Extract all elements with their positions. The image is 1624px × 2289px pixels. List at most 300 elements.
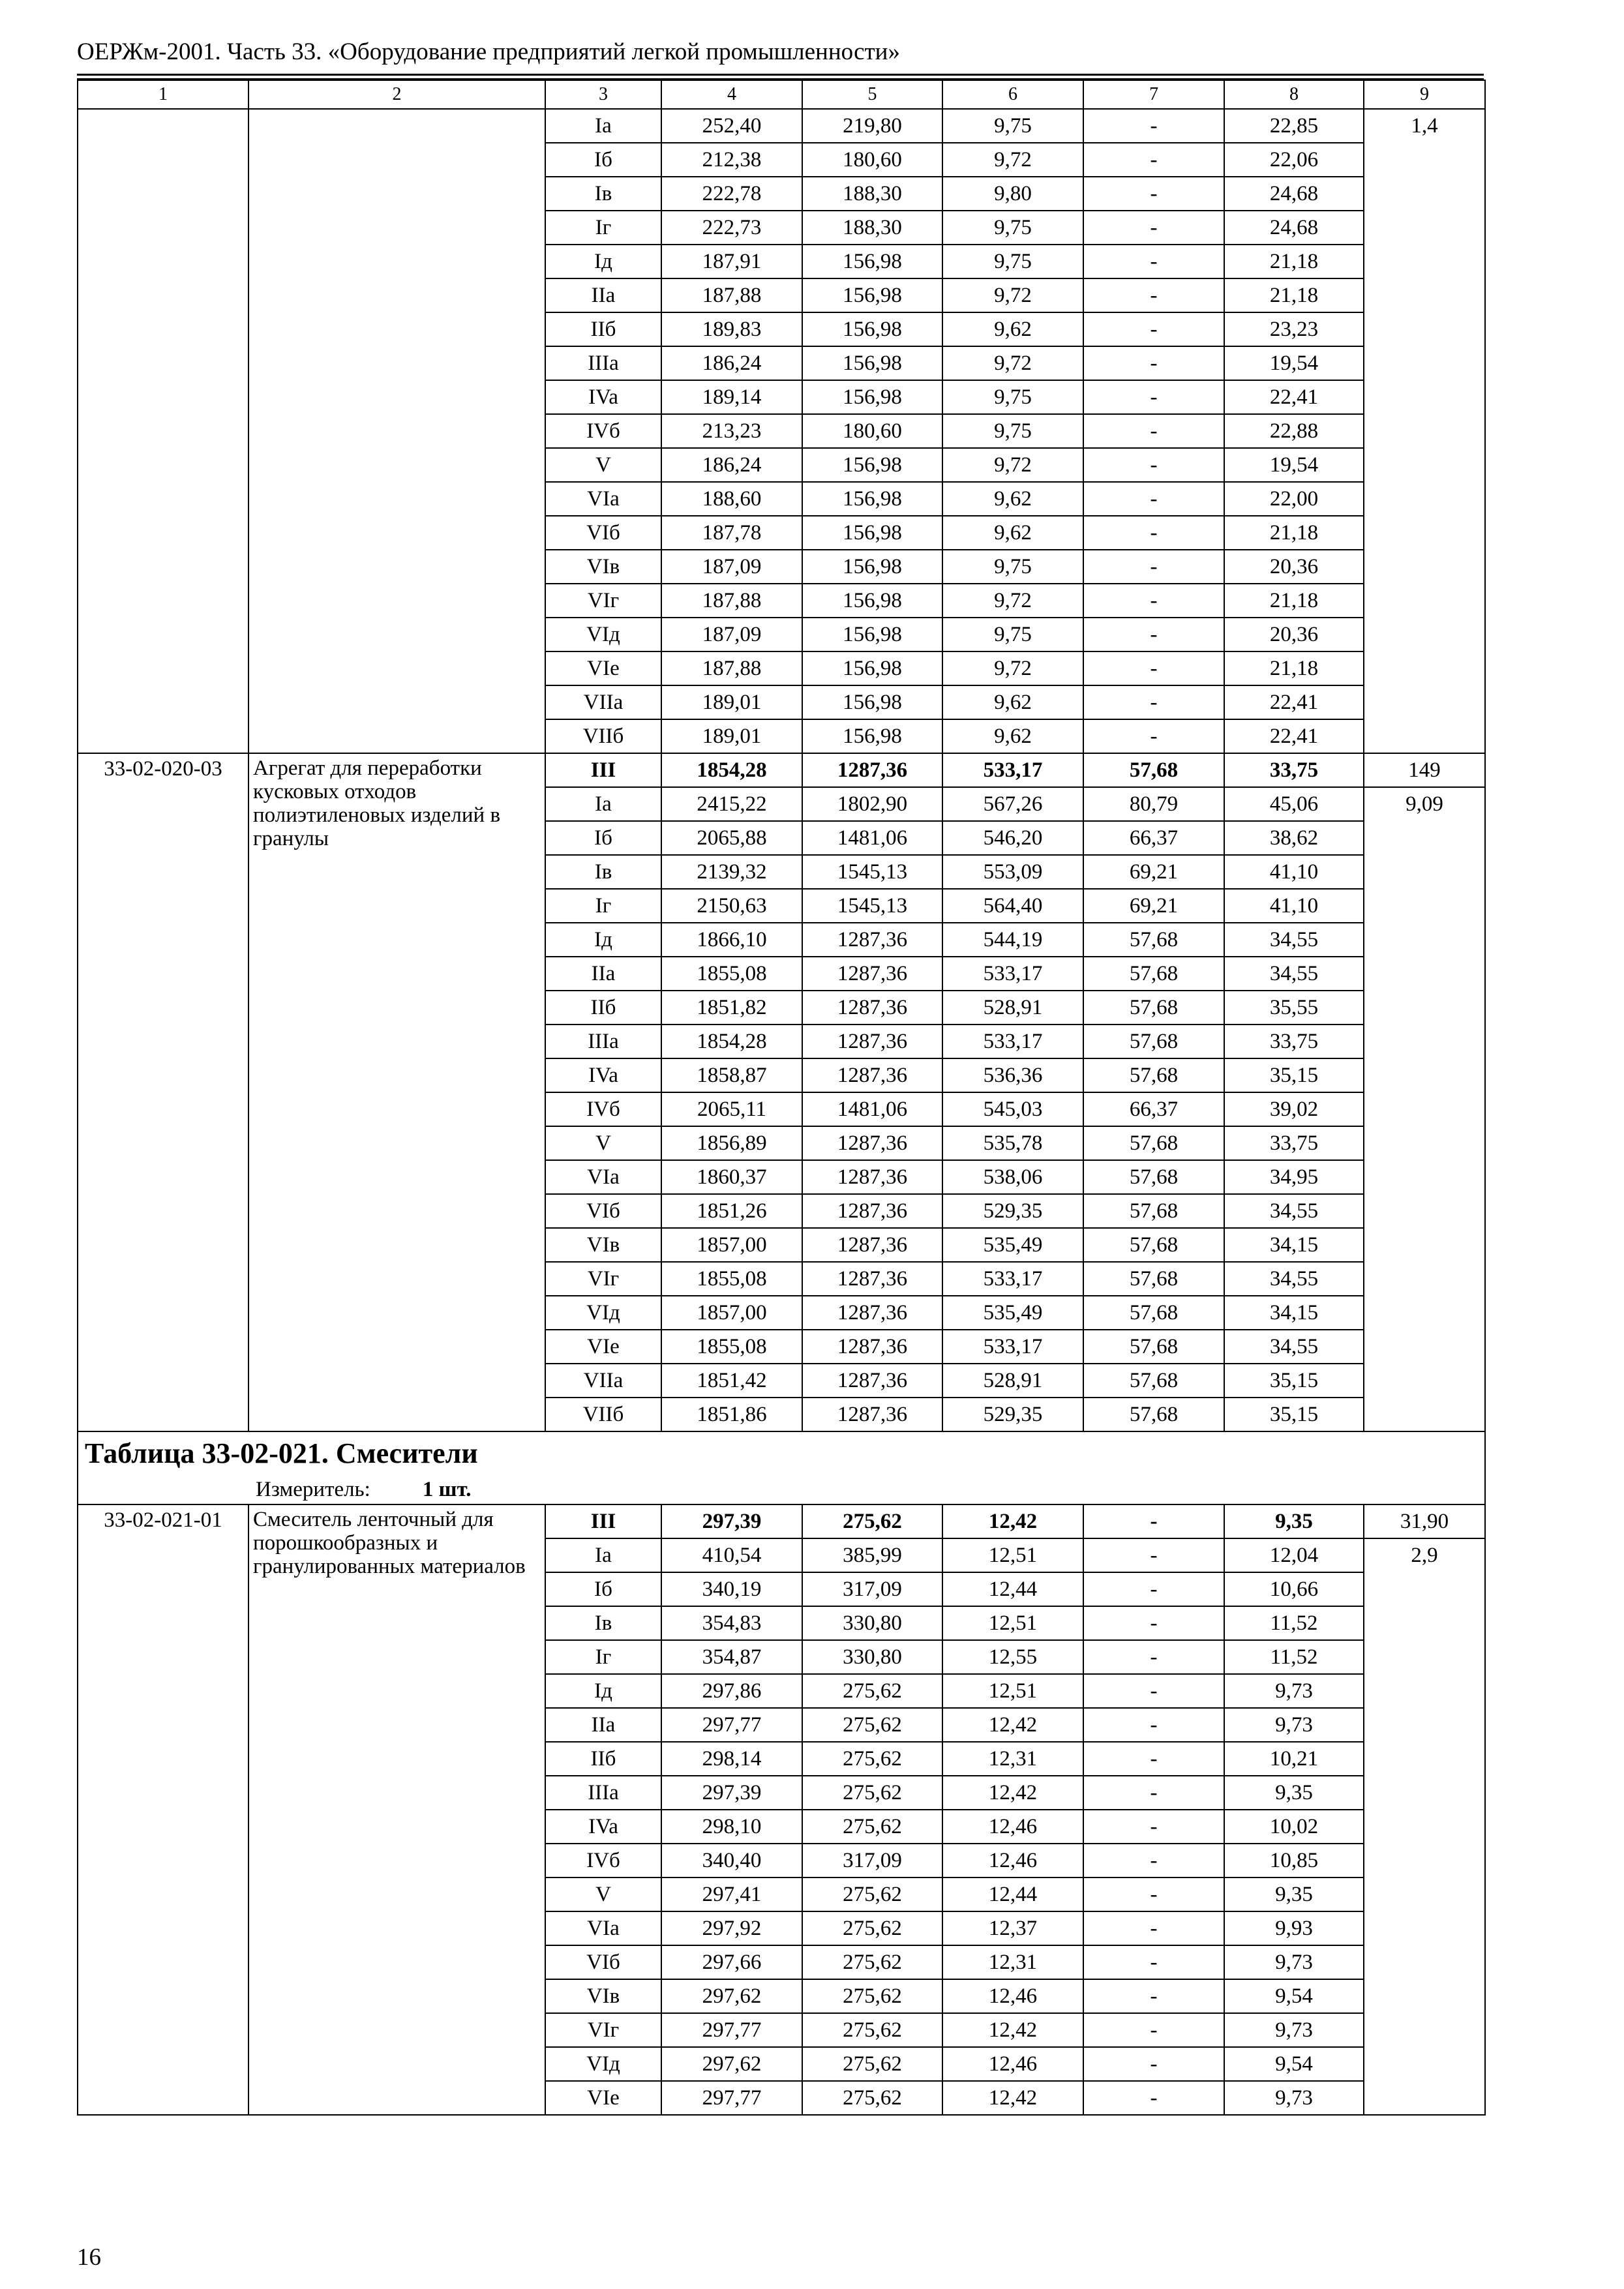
- rates-table-body: [78, 80, 1485, 2115]
- value-cell: 9,73: [1224, 1708, 1364, 1742]
- value-cell: 22,00: [1224, 482, 1364, 516]
- value-cell: 567,26: [942, 787, 1083, 821]
- zone-cell: Iд: [545, 1674, 661, 1708]
- zone-cell: Iв: [545, 1606, 661, 1640]
- value-cell: 41,10: [1224, 855, 1364, 889]
- zone-cell: IIIa: [545, 346, 661, 380]
- value-cell: 330,80: [802, 1606, 942, 1640]
- column-header: 2: [248, 80, 545, 109]
- name-cell: Смеситель ленточный для порошкообразных и гранулированных материалов: [248, 1504, 545, 2115]
- value-cell: 1802,90: [802, 787, 942, 821]
- value-cell: 536,36: [942, 1058, 1083, 1092]
- value-cell: 275,62: [802, 1708, 942, 1742]
- column-header: 8: [1224, 80, 1364, 109]
- value-cell: 57,68: [1083, 1058, 1224, 1092]
- value-cell: 2139,32: [661, 855, 802, 889]
- zone-cell: VIб: [545, 1194, 661, 1228]
- value-cell: 1851,26: [661, 1194, 802, 1228]
- value-cell: -: [1083, 651, 1224, 685]
- value-cell: -: [1083, 618, 1224, 651]
- value-cell: -: [1083, 1674, 1224, 1708]
- value-cell: 12,42: [942, 1708, 1083, 1742]
- value-cell: 317,09: [802, 1844, 942, 1878]
- value-cell: 2065,11: [661, 1092, 802, 1126]
- value-cell: -: [1083, 1945, 1224, 1979]
- value-cell: 275,62: [802, 1945, 942, 1979]
- value-cell: 340,19: [661, 1572, 802, 1606]
- value-cell: 10,66: [1224, 1572, 1364, 1606]
- value-cell: 533,17: [942, 1330, 1083, 1364]
- value-cell: 34,55: [1224, 1330, 1364, 1364]
- zone-cell: VIб: [545, 1945, 661, 1979]
- value-cell: 1854,28: [661, 753, 802, 787]
- value-cell: 275,62: [802, 2081, 942, 2115]
- value-cell: 12,46: [942, 1979, 1083, 2013]
- value-cell: 12,51: [942, 1606, 1083, 1640]
- value-cell: 187,78: [661, 516, 802, 550]
- value-cell: 34,15: [1224, 1228, 1364, 1262]
- value-cell: 156,98: [802, 719, 942, 753]
- value-cell: 57,68: [1083, 1398, 1224, 1431]
- table-row: [78, 1504, 1485, 1538]
- table-row: [78, 109, 1485, 143]
- zone-cell: IVб: [545, 1844, 661, 1878]
- value-cell: 189,83: [661, 312, 802, 346]
- value-cell: 22,88: [1224, 414, 1364, 448]
- value-cell: 12,46: [942, 2047, 1083, 2081]
- value-cell: 275,62: [802, 2047, 942, 2081]
- value-cell: 9,62: [942, 685, 1083, 719]
- value-cell: -: [1083, 1606, 1224, 1640]
- value-cell: -: [1083, 1776, 1224, 1810]
- value-cell: 12,44: [942, 1878, 1083, 1911]
- value-cell: -: [1083, 1810, 1224, 1844]
- value-cell: 189,14: [661, 380, 802, 414]
- value-cell: 10,21: [1224, 1742, 1364, 1776]
- value-cell: -: [1083, 1708, 1224, 1742]
- value-cell: 156,98: [802, 685, 942, 719]
- zone-cell: IIIa: [545, 1776, 661, 1810]
- value-cell: 275,62: [802, 1504, 942, 1538]
- value-cell: 1287,36: [802, 1398, 942, 1431]
- value-cell: 9,54: [1224, 2047, 1364, 2081]
- zone-cell: VIe: [545, 651, 661, 685]
- value-cell: 180,60: [802, 414, 942, 448]
- value-cell: 80,79: [1083, 787, 1224, 821]
- value-cell: 21,18: [1224, 245, 1364, 278]
- value-cell: 12,51: [942, 1674, 1083, 1708]
- value-cell: 275,62: [802, 1878, 942, 1911]
- zone-cell: VIIб: [545, 1398, 661, 1431]
- value-cell: 9,72: [942, 278, 1083, 312]
- value-cell: 275,62: [802, 1911, 942, 1945]
- value-cell: 212,38: [661, 143, 802, 177]
- column-header: 3: [545, 80, 661, 109]
- value-cell: 12,42: [942, 2081, 1083, 2115]
- value-cell: 275,62: [802, 1674, 942, 1708]
- value-cell: 22,41: [1224, 685, 1364, 719]
- zone-cell: VIг: [545, 1262, 661, 1296]
- value-cell: 330,80: [802, 1640, 942, 1674]
- value-cell: 156,98: [802, 245, 942, 278]
- meter-unit: 1 шт.: [422, 1478, 472, 1501]
- value-cell: 57,68: [1083, 753, 1224, 787]
- value-cell: 528,91: [942, 1364, 1083, 1398]
- zone-cell: VIд: [545, 618, 661, 651]
- table-row: [78, 753, 1485, 787]
- value-cell: 222,78: [661, 177, 802, 211]
- zone-cell: VIг: [545, 2013, 661, 2047]
- value-cell: 12,04: [1224, 1538, 1364, 1572]
- value-cell: 22,06: [1224, 143, 1364, 177]
- code-cell: 33-02-020-03: [78, 753, 248, 1431]
- value-cell: 297,77: [661, 2081, 802, 2115]
- value-cell: 33,75: [1224, 1025, 1364, 1058]
- value-cell: 12,55: [942, 1640, 1083, 1674]
- code-cell: 33-02-021-01: [78, 1504, 248, 2115]
- extra-main-cell: 149: [1364, 753, 1485, 787]
- value-cell: 535,78: [942, 1126, 1083, 1160]
- value-cell: 297,66: [661, 1945, 802, 1979]
- value-cell: 9,75: [942, 211, 1083, 245]
- value-cell: 275,62: [802, 1979, 942, 2013]
- value-cell: 538,06: [942, 1160, 1083, 1194]
- value-cell: 275,62: [802, 1776, 942, 1810]
- value-cell: 22,41: [1224, 719, 1364, 753]
- value-cell: 57,68: [1083, 957, 1224, 991]
- value-cell: 12,44: [942, 1572, 1083, 1606]
- value-cell: 222,73: [661, 211, 802, 245]
- value-cell: 21,18: [1224, 278, 1364, 312]
- zone-cell: VIв: [545, 1979, 661, 2013]
- value-cell: 1481,06: [802, 821, 942, 855]
- zone-cell: VIa: [545, 482, 661, 516]
- value-cell: 9,62: [942, 719, 1083, 753]
- value-cell: 66,37: [1083, 1092, 1224, 1126]
- value-cell: 1287,36: [802, 1296, 942, 1330]
- value-cell: 57,68: [1083, 923, 1224, 957]
- column-header: 5: [802, 80, 942, 109]
- value-cell: 156,98: [802, 550, 942, 584]
- value-cell: 186,24: [661, 448, 802, 482]
- name-cell: Агрегат для переработки кусковых отходов полиэтиленовых изделий в гранулы: [248, 753, 545, 1431]
- value-cell: 297,39: [661, 1776, 802, 1810]
- zone-cell: Iв: [545, 177, 661, 211]
- value-cell: 156,98: [802, 278, 942, 312]
- column-header: 6: [942, 80, 1083, 109]
- value-cell: 9,75: [942, 618, 1083, 651]
- value-cell: 156,98: [802, 516, 942, 550]
- value-cell: 1287,36: [802, 1330, 942, 1364]
- value-cell: -: [1083, 1504, 1224, 1538]
- value-cell: 188,30: [802, 211, 942, 245]
- zone-cell: IIIa: [545, 1025, 661, 1058]
- value-cell: 20,36: [1224, 550, 1364, 584]
- value-cell: 213,23: [661, 414, 802, 448]
- value-cell: 33,75: [1224, 753, 1364, 787]
- zone-cell: Iб: [545, 821, 661, 855]
- value-cell: 156,98: [802, 482, 942, 516]
- value-cell: 34,55: [1224, 1262, 1364, 1296]
- value-cell: 535,49: [942, 1228, 1083, 1262]
- zone-cell: VIe: [545, 1330, 661, 1364]
- meter-cell: [78, 1475, 1485, 1504]
- zone-cell: IIa: [545, 1708, 661, 1742]
- value-cell: 9,73: [1224, 2013, 1364, 2047]
- zone-cell: IIa: [545, 278, 661, 312]
- value-cell: -: [1083, 1572, 1224, 1606]
- value-cell: 544,19: [942, 923, 1083, 957]
- zone-cell: VIa: [545, 1911, 661, 1945]
- value-cell: 553,09: [942, 855, 1083, 889]
- value-cell: 297,41: [661, 1878, 802, 1911]
- value-cell: 252,40: [661, 109, 802, 143]
- value-cell: 297,86: [661, 1674, 802, 1708]
- value-cell: -: [1083, 719, 1224, 753]
- value-cell: 57,68: [1083, 1330, 1224, 1364]
- value-cell: 1854,28: [661, 1025, 802, 1058]
- value-cell: 9,62: [942, 482, 1083, 516]
- value-cell: 19,54: [1224, 448, 1364, 482]
- value-cell: 533,17: [942, 957, 1083, 991]
- value-cell: 297,62: [661, 2047, 802, 2081]
- value-cell: -: [1083, 1640, 1224, 1674]
- value-cell: -: [1083, 143, 1224, 177]
- value-cell: 297,39: [661, 1504, 802, 1538]
- zone-cell: Ia: [545, 109, 661, 143]
- value-cell: 1287,36: [802, 1262, 942, 1296]
- value-cell: 11,52: [1224, 1640, 1364, 1674]
- value-cell: 529,35: [942, 1194, 1083, 1228]
- zone-cell: VIд: [545, 1296, 661, 1330]
- value-cell: 24,68: [1224, 177, 1364, 211]
- zone-cell: IIб: [545, 312, 661, 346]
- value-cell: 354,83: [661, 1606, 802, 1640]
- value-cell: 529,35: [942, 1398, 1083, 1431]
- zone-cell: Iг: [545, 1640, 661, 1674]
- zone-cell: Iб: [545, 143, 661, 177]
- value-cell: 1287,36: [802, 1364, 942, 1398]
- value-cell: 1545,13: [802, 889, 942, 923]
- header-rule: [77, 74, 1484, 76]
- value-cell: -: [1083, 1844, 1224, 1878]
- extra-main-cell: 31,90: [1364, 1504, 1485, 1538]
- value-cell: 9,75: [942, 414, 1083, 448]
- value-cell: 533,17: [942, 1025, 1083, 1058]
- value-cell: -: [1083, 482, 1224, 516]
- value-cell: 2415,22: [661, 787, 802, 821]
- value-cell: 21,18: [1224, 584, 1364, 618]
- value-cell: 12,46: [942, 1844, 1083, 1878]
- zone-cell: Iв: [545, 855, 661, 889]
- value-cell: -: [1083, 516, 1224, 550]
- value-cell: 69,21: [1083, 855, 1224, 889]
- value-cell: 156,98: [802, 312, 942, 346]
- value-cell: 22,85: [1224, 109, 1364, 143]
- value-cell: 528,91: [942, 991, 1083, 1025]
- value-cell: 1858,87: [661, 1058, 802, 1092]
- value-cell: 9,73: [1224, 1945, 1364, 1979]
- value-cell: 57,68: [1083, 1194, 1224, 1228]
- value-cell: 275,62: [802, 1810, 942, 1844]
- zone-cell: VIб: [545, 516, 661, 550]
- table-title: Таблица 33-02-021. Смесители: [78, 1431, 1485, 1475]
- value-cell: 187,91: [661, 245, 802, 278]
- value-cell: -: [1083, 346, 1224, 380]
- zone-cell: Ia: [545, 787, 661, 821]
- value-cell: 57,68: [1083, 1262, 1224, 1296]
- value-cell: 9,93: [1224, 1911, 1364, 1945]
- value-cell: 21,18: [1224, 516, 1364, 550]
- zone-cell: Iб: [545, 1572, 661, 1606]
- value-cell: 45,06: [1224, 787, 1364, 821]
- value-cell: 23,23: [1224, 312, 1364, 346]
- value-cell: 533,17: [942, 753, 1083, 787]
- value-cell: 57,68: [1083, 1025, 1224, 1058]
- value-cell: 564,40: [942, 889, 1083, 923]
- value-cell: 9,35: [1224, 1776, 1364, 1810]
- value-cell: 1287,36: [802, 957, 942, 991]
- extra-cell: 2,9: [1364, 1538, 1485, 2115]
- value-cell: 10,85: [1224, 1844, 1364, 1878]
- value-cell: 39,02: [1224, 1092, 1364, 1126]
- column-header: 4: [661, 80, 802, 109]
- zone-cell: VIIa: [545, 685, 661, 719]
- value-cell: 57,68: [1083, 1296, 1224, 1330]
- value-cell: -: [1083, 2047, 1224, 2081]
- value-cell: 188,30: [802, 177, 942, 211]
- rates-table: [77, 80, 1486, 2116]
- zone-cell: IIб: [545, 991, 661, 1025]
- value-cell: 57,68: [1083, 991, 1224, 1025]
- value-cell: 156,98: [802, 448, 942, 482]
- value-cell: -: [1083, 278, 1224, 312]
- value-cell: 2065,88: [661, 821, 802, 855]
- value-cell: 297,62: [661, 1979, 802, 2013]
- value-cell: -: [1083, 1979, 1224, 2013]
- value-cell: 156,98: [802, 584, 942, 618]
- zone-cell: VIв: [545, 550, 661, 584]
- value-cell: 1855,08: [661, 1262, 802, 1296]
- value-cell: 275,62: [802, 1742, 942, 1776]
- value-cell: 1851,42: [661, 1364, 802, 1398]
- value-cell: 22,41: [1224, 380, 1364, 414]
- value-cell: 9,75: [942, 380, 1083, 414]
- value-cell: 12,31: [942, 1742, 1083, 1776]
- zone-cell: Iд: [545, 923, 661, 957]
- value-cell: 33,75: [1224, 1126, 1364, 1160]
- value-cell: 35,15: [1224, 1058, 1364, 1092]
- value-cell: 12,42: [942, 2013, 1083, 2047]
- value-cell: 57,68: [1083, 1160, 1224, 1194]
- value-cell: 156,98: [802, 618, 942, 651]
- value-cell: 545,03: [942, 1092, 1083, 1126]
- value-cell: 1855,08: [661, 957, 802, 991]
- value-cell: -: [1083, 245, 1224, 278]
- value-cell: 187,88: [661, 584, 802, 618]
- value-cell: -: [1083, 550, 1224, 584]
- value-cell: 1545,13: [802, 855, 942, 889]
- value-cell: 156,98: [802, 346, 942, 380]
- value-cell: 9,72: [942, 346, 1083, 380]
- value-cell: 9,73: [1224, 1674, 1364, 1708]
- value-cell: 187,88: [661, 651, 802, 685]
- value-cell: -: [1083, 584, 1224, 618]
- value-cell: 1857,00: [661, 1228, 802, 1262]
- value-cell: -: [1083, 2013, 1224, 2047]
- value-cell: 12,46: [942, 1810, 1083, 1844]
- value-cell: -: [1083, 211, 1224, 245]
- value-cell: 35,15: [1224, 1398, 1364, 1431]
- meter-label: Измеритель:: [256, 1478, 370, 1501]
- value-cell: 1866,10: [661, 923, 802, 957]
- value-cell: 1287,36: [802, 1058, 942, 1092]
- value-cell: 9,72: [942, 448, 1083, 482]
- zone-cell: IVб: [545, 1092, 661, 1126]
- value-cell: 1287,36: [802, 1160, 942, 1194]
- value-cell: 1287,36: [802, 1228, 942, 1262]
- value-cell: 66,37: [1083, 821, 1224, 855]
- value-cell: 34,55: [1224, 957, 1364, 991]
- table-title-row: [78, 1431, 1485, 1475]
- value-cell: 12,37: [942, 1911, 1083, 1945]
- zone-cell: IVa: [545, 1058, 661, 1092]
- value-cell: 9,72: [942, 584, 1083, 618]
- zone-cell: VIIa: [545, 1364, 661, 1398]
- value-cell: 57,68: [1083, 1228, 1224, 1262]
- value-cell: 298,14: [661, 1742, 802, 1776]
- value-cell: -: [1083, 2081, 1224, 2115]
- value-cell: 57,68: [1083, 1126, 1224, 1160]
- value-cell: 69,21: [1083, 889, 1224, 923]
- value-cell: 188,60: [661, 482, 802, 516]
- value-cell: 1287,36: [802, 753, 942, 787]
- value-cell: 187,09: [661, 618, 802, 651]
- zone-cell: VIe: [545, 2081, 661, 2115]
- value-cell: -: [1083, 685, 1224, 719]
- value-cell: 1860,37: [661, 1160, 802, 1194]
- value-cell: 34,15: [1224, 1296, 1364, 1330]
- value-cell: -: [1083, 380, 1224, 414]
- value-cell: 9,62: [942, 312, 1083, 346]
- zone-cell: VIв: [545, 1228, 661, 1262]
- value-cell: 12,42: [942, 1504, 1083, 1538]
- value-cell: 340,40: [661, 1844, 802, 1878]
- value-cell: 1287,36: [802, 923, 942, 957]
- value-cell: 9,54: [1224, 1979, 1364, 2013]
- zone-cell: Iг: [545, 889, 661, 923]
- value-cell: 189,01: [661, 719, 802, 753]
- value-cell: 187,09: [661, 550, 802, 584]
- value-cell: 275,62: [802, 2013, 942, 2047]
- zone-cell: Ia: [545, 1538, 661, 1572]
- column-header: 1: [78, 80, 248, 109]
- value-cell: 317,09: [802, 1572, 942, 1606]
- zone-cell: V: [545, 1878, 661, 1911]
- value-cell: 9,73: [1224, 2081, 1364, 2115]
- value-cell: 11,52: [1224, 1606, 1364, 1640]
- value-cell: 1856,89: [661, 1126, 802, 1160]
- value-cell: 533,17: [942, 1262, 1083, 1296]
- value-cell: 12,51: [942, 1538, 1083, 1572]
- zone-cell: VIг: [545, 584, 661, 618]
- value-cell: -: [1083, 414, 1224, 448]
- zone-cell: V: [545, 448, 661, 482]
- value-cell: 57,68: [1083, 1364, 1224, 1398]
- value-cell: 298,10: [661, 1810, 802, 1844]
- value-cell: 297,77: [661, 2013, 802, 2047]
- zone-cell: IVб: [545, 414, 661, 448]
